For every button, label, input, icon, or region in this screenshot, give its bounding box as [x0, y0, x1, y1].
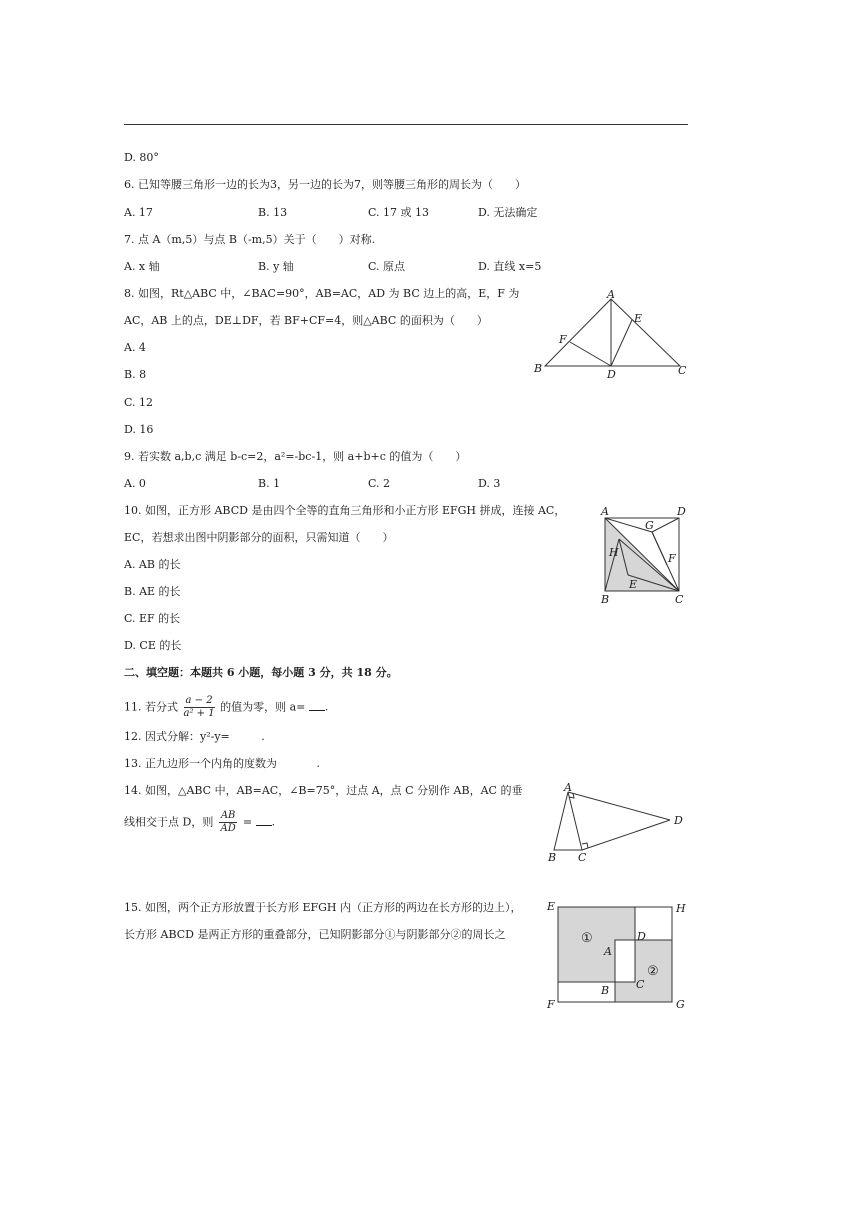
q8-option-c: C. 12	[124, 396, 154, 409]
q5-option-d: D. 80°	[124, 151, 159, 164]
fig10-label-c: C	[675, 593, 684, 606]
q8-option-b: B. 8	[124, 368, 147, 381]
q6-option-a: A. 17	[124, 206, 153, 219]
fig14-label-c: C	[578, 851, 587, 864]
question-8-line2: AC，AB 上的点，DE⊥DF，若 BF+CF=4，则△ABC 的面积为（ ）	[124, 314, 488, 327]
header-rule	[124, 124, 688, 125]
question-13: 13. 正九边形一个内角的度数为 .	[124, 757, 320, 770]
fig14-label-d: D	[674, 814, 683, 827]
q9-option-a: A. 0	[124, 477, 146, 490]
q12-answer-blank[interactable]	[233, 730, 261, 740]
q10-option-a: A. AB 的长	[124, 558, 181, 571]
question-10-line2: EC，若想求出图中阴影部分的面积，只需知道（ ）	[124, 531, 394, 544]
q14-text: 线相交于点 D，则	[124, 815, 214, 829]
q14-numerator: AB	[220, 810, 236, 821]
q6-option-d: D. 无法确定	[478, 206, 538, 219]
figure-q14-triangle	[542, 780, 692, 866]
q14-answer-blank[interactable]	[256, 816, 272, 826]
question-10-line1: 10. 如图，正方形 ABCD 是由四个全等的直角三角形和小正方形 EFGH 拼成，连接 AC，	[124, 504, 566, 517]
fig15-label-f: F	[547, 998, 555, 1011]
question-12: 12. 因式分解：y²-y= .	[124, 730, 265, 743]
q14-fraction	[219, 810, 238, 835]
fig15-region-2: ②	[647, 964, 659, 979]
section-2-heading: 二、填空题：本题共 6 小题，每小题 3 分，共 18 分。	[124, 666, 398, 679]
fig10-label-e: E	[629, 578, 638, 591]
fig15-label-d: D	[637, 930, 646, 943]
question-15-line1: 15. 如图，两个正方形放置于长方形 EFGH 内（正方形的两边在长方形的边上），	[124, 901, 522, 914]
fig14-label-b: B	[548, 851, 557, 864]
q10-option-d: D. CE 的长	[124, 639, 182, 652]
fig8-label-d: D	[607, 368, 616, 380]
q11-answer-blank[interactable]	[309, 701, 325, 711]
question-7: 7. 点 A（m,5）与点 B（-m,5）关于（ ）对称.	[124, 233, 376, 246]
figure-q15-rectangles	[543, 895, 693, 1015]
fig10-label-b: B	[601, 593, 610, 606]
fig15-label-h: H	[676, 902, 686, 915]
fig8-label-c: C	[678, 364, 687, 377]
q8-option-d: D. 16	[124, 423, 154, 436]
fig15-region-1: ①	[581, 931, 593, 946]
q14-denominator: AD	[220, 823, 236, 834]
q10-option-c: C. EF 的长	[124, 612, 181, 625]
fig15-label-b: B	[601, 984, 610, 997]
q7-option-c: C. 原点	[368, 260, 406, 273]
fig10-label-h: H	[609, 546, 619, 559]
q11-denominator: a² + 1	[183, 708, 215, 719]
q13-answer-blank[interactable]	[281, 757, 317, 767]
q8-option-a: A. 4	[124, 341, 146, 354]
fig15-label-a: A	[604, 945, 612, 958]
q7-option-a: A. x 轴	[124, 260, 160, 273]
question-14-line1: 14. 如图，△ABC 中，AB=AC，∠B=75°，过点 A，点 C 分别作 AB，AC 的垂	[124, 784, 523, 797]
fig15-label-c: C	[636, 978, 645, 991]
question-6: 6. 已知等腰三角形一边的长为3，另一边的长为7，则等腰三角形的周长为（ ）	[124, 178, 526, 191]
q14-equals: =	[242, 815, 253, 829]
question-9: 9. 若实数 a,b,c 满足 b-c=2，a²=-bc-1，则 a+b+c 的值为（ ）	[124, 450, 467, 463]
fig10-label-g: G	[645, 519, 654, 532]
figure-q10-square	[595, 502, 695, 608]
q11-numerator: a − 2	[184, 695, 215, 708]
q12-text: 12. 因式分解：y²-y=	[124, 730, 230, 743]
q11-fraction	[184, 695, 215, 720]
fig10-label-a: A	[601, 505, 609, 518]
q9-option-c: C. 2	[368, 477, 391, 490]
q10-option-b: B. AE 的长	[124, 585, 181, 598]
q11-text-after: 的值为零，则 a=	[220, 700, 306, 714]
fig8-label-b: B	[534, 362, 543, 375]
question-8-line1: 8. 如图，Rt△ABC 中，∠BAC=90°，AB=AC，AD 为 BC 边上的高，E，F 为	[124, 287, 520, 300]
q6-option-c: C. 17 或 13	[368, 206, 430, 219]
q9-option-b: B. 1	[258, 477, 281, 490]
fig15-label-g: G	[676, 998, 685, 1011]
q7-option-d: D. 直线 x=5	[478, 260, 542, 273]
fig10-label-f: F	[668, 552, 676, 565]
q11-text-before: 11. 若分式	[124, 700, 178, 714]
question-14-line2: 线相交于点 D，则 $\frac{AB}{AD}$ = .	[124, 810, 276, 834]
q13-text: 13. 正九边形一个内角的度数为	[124, 757, 277, 770]
q7-option-b: B. y 轴	[258, 260, 294, 273]
question-15-line2: 长方形 ABCD 是两正方形的重叠部分，已知阴影部分①与阴影部分②的周长之	[124, 928, 506, 941]
fig14-label-a: A	[564, 781, 572, 794]
fig15-label-e: E	[547, 900, 556, 913]
question-11: 11. 若分式 $\frac{a - 2}{\text{a² + 1}}$ 的值为零，则 a= .	[124, 695, 329, 719]
fig10-label-d: D	[677, 505, 686, 518]
q9-option-d: D. 3	[478, 477, 501, 490]
fig8-label-e: E	[634, 312, 643, 325]
q6-option-b: B. 13	[258, 206, 288, 219]
fig8-label-a: A	[607, 288, 615, 301]
figure-q8-triangle	[530, 288, 690, 380]
fig8-label-f: F	[559, 333, 567, 346]
